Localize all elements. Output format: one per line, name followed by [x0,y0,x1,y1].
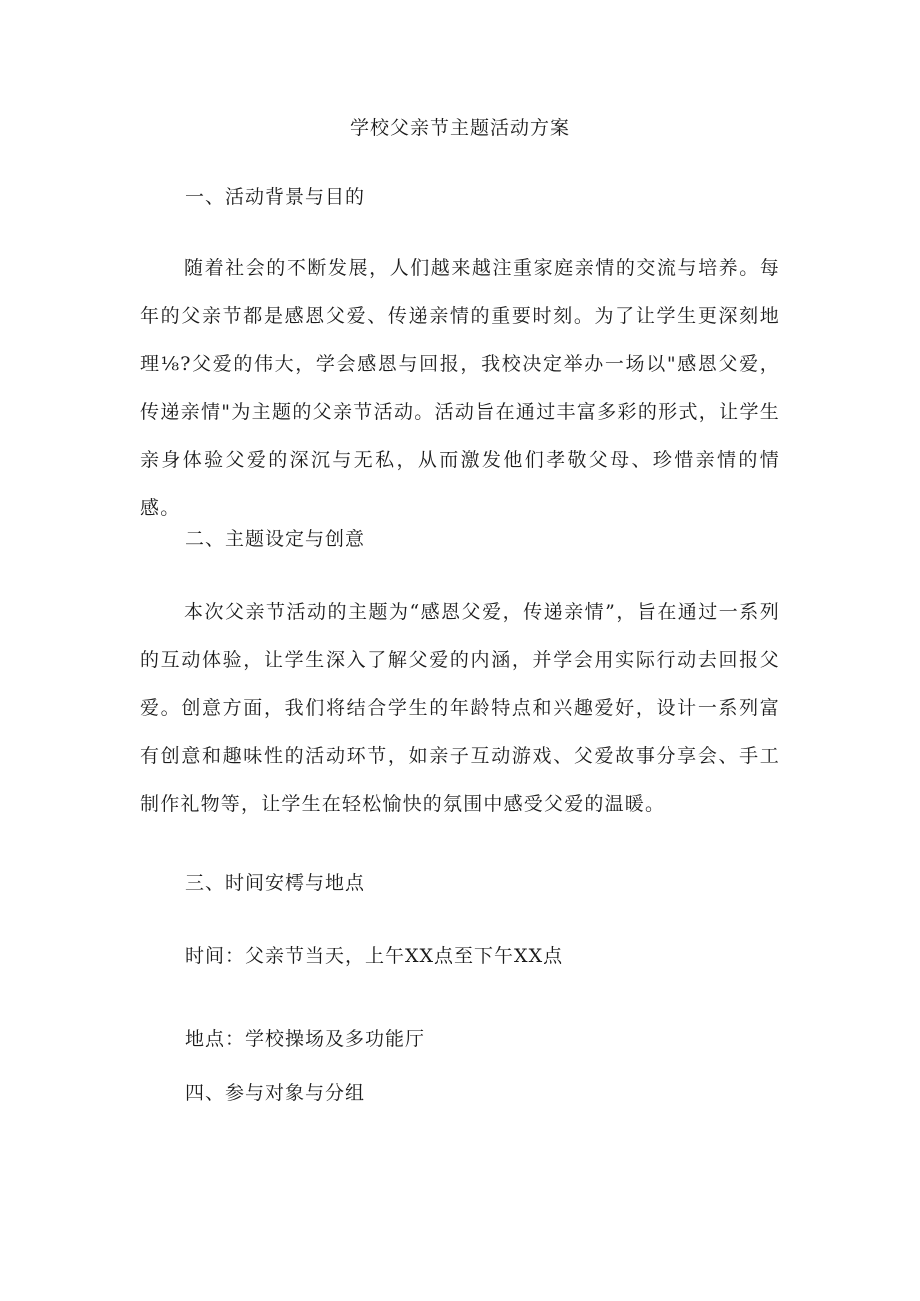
section-heading-theme: 二、主题设定与创意 [185,528,366,550]
place-line: 地点：学校操场及多功能厅 [185,1028,426,1050]
section-paragraph-background: 随着社会的不断发展，人们越来越注重家庭亲情的交流与培养。每年的父亲节都是感恩父爱、传递亲情的重要时刻。为了让学生更深刻地理⅛?父爱的伟大，学会感恩与回报，我校决定举办一场以"感恩父爱，传递亲情"为主题的父亲节活动。活动旨在通过丰富多彩的形式，让学生亲身体验父爱的深沉与无私，从而激发他们孝敬父母、珍惜亲情的情感。 [140,257,780,519]
document-title: 学校父亲节主题活动方案 [349,117,570,139]
section-paragraph-theme: 本次父亲节活动的主题为“感恩父爱，传递亲情”，旨在通过一系列的互动体验，让学生深入了解父爱的内涵，并学会用实际行动去回报父爱。创意方面，我们将结合学生的年龄特点和兴趣爱好，设计一系列富有创意和趣味性的活动环节，如亲子互动游戏、父爱故事分享会、手工制作礼物等，让学生在轻松愉快的氛围中感受父爱的温暖。 [140,601,780,815]
section-heading-time-place: 三、时间安樗与地点 [185,872,366,894]
section-heading-participants: 四、参与对象与分组 [185,1082,366,1104]
section-heading-background: 一、活动背景与目的 [185,186,366,208]
time-line: 时间：父亲节当天，上午XX点至下午XX点 [185,945,564,967]
